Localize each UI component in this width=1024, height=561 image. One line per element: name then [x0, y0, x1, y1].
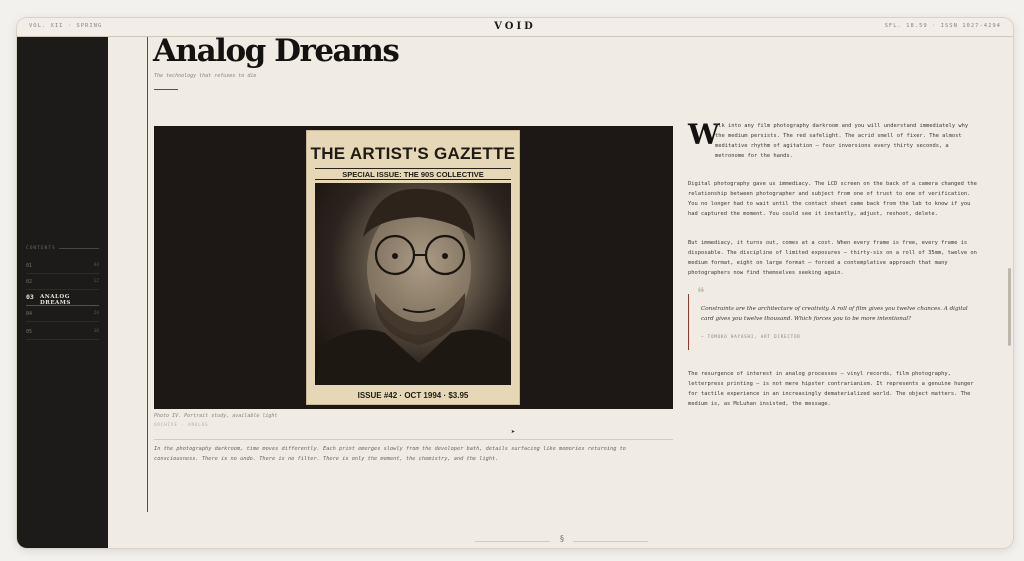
- site-logo[interactable]: VOID: [494, 21, 536, 32]
- toc-item-03-active[interactable]: [26, 291, 99, 306]
- toc-number: 02: [26, 279, 33, 285]
- image-caption: Photo IV. Portrait study, available light: [154, 413, 278, 419]
- article-title: Analog Dreams: [153, 33, 399, 69]
- pull-quote: [688, 285, 978, 350]
- caption-divider: [154, 439, 673, 440]
- mouse-cursor-icon: ➤: [511, 428, 516, 436]
- toc-page: 12: [93, 279, 99, 284]
- scrollbar-thumb[interactable]: [1008, 268, 1011, 346]
- toc-item-01[interactable]: [26, 259, 99, 274]
- issue-info: VOL. XII · SPRING: [29, 23, 103, 29]
- article-subtitle: The technology that refuses to die: [154, 73, 257, 79]
- magazine-cover: [306, 130, 520, 405]
- magazine-issue: ISSUE #42 · OCT 1994 · $3.95: [357, 391, 469, 400]
- magazine-title: THE ARTIST'S GAZETTE: [310, 144, 516, 163]
- toc-item-05[interactable]: [26, 325, 99, 340]
- paragraph-1: alk into any film photography darkroom and you will understand immediately why the medium persists. The red safelight. The acrid smell of fixer. The almost meditative rhythm of agitation — four inversions every thirty seconds, a metronome for the hands.: [715, 123, 969, 159]
- quote-text: Constraints are the architecture of creativity. A roll of film gives you twelve chances. A digital card gives you twelve thousand. Which forces you to be more intentional?: [701, 306, 968, 322]
- contents-label: CONTENTS: [26, 246, 56, 251]
- hero-image: [154, 126, 673, 409]
- toc-item-02[interactable]: [26, 275, 99, 290]
- toc-title: ANALOG DREAMS: [40, 294, 71, 306]
- page-frame: [17, 18, 1013, 548]
- section-mark: §: [560, 534, 564, 543]
- lead-paragraph: In the photography darkroom, time moves differently. Each print emerges slowly from the developer bath, details surfacing like memories returning to consciousness. There is no undo. There is no filter. There is only the moment, the chemistry, and the light.: [154, 446, 626, 462]
- footer-rule-right: [573, 541, 648, 542]
- toc-item-04[interactable]: [26, 307, 99, 322]
- paragraph-4: The resurgence of interest in analog processes — vinyl records, film photography, letterpress printing — is not mere hipster contrarianism. It represents a genuine hunger for tactile experience in an increasingly dematerialized world. The object matters. The medium is, as McLuhan insisted, the message.: [688, 371, 974, 407]
- accent-rule: [147, 37, 148, 512]
- image-credit: ARCHIVE · ANALOG: [154, 422, 209, 427]
- title-accent: [154, 89, 178, 90]
- drop-cap: W: [688, 118, 720, 151]
- issn-info: SFL. 18.59 · ISSN 1027-4294: [884, 23, 1001, 29]
- sidebar: [17, 37, 108, 548]
- toc-page: 04: [93, 263, 99, 268]
- quote-attribution: — TOMOKO HAYASHI, ART DIRECTOR: [701, 334, 801, 339]
- toc-number: 05: [26, 329, 33, 335]
- toc-page: 24: [93, 311, 99, 316]
- toc-page: 30: [93, 329, 99, 334]
- portrait-photo: [315, 183, 511, 385]
- quote-mark-icon: ❝: [697, 285, 705, 301]
- toc-number: 04: [26, 311, 33, 317]
- paragraph-3: But immediacy, it turns out, comes at a cost. When every frame is free, every frame is disposable. The discipline of limited exposures — thirty-six on a roll of 35mm, twelve on medium format, eight on large format — forced a contemplative approach that many photographers now find themselves seeking again.: [688, 240, 977, 276]
- magazine-band: SPECIAL ISSUE: THE 90S COLLECTIVE: [315, 168, 511, 180]
- paragraph-2: Digital photography gave us immediacy. The LCD screen on the back of a camera changed the relationship between photographer and subject from one of trust to one of verification. You no longer had to wait until the contact sheet came back from the lab to know if you had captured the moment. You could see it instantly, adjust, reshoot, delete.: [688, 181, 977, 217]
- contents-divider: [59, 248, 99, 249]
- portrait-illustration: [315, 183, 511, 385]
- toc-number: 01: [26, 263, 33, 269]
- toc-number: 03: [26, 293, 34, 301]
- footer-rule-left: [475, 541, 550, 542]
